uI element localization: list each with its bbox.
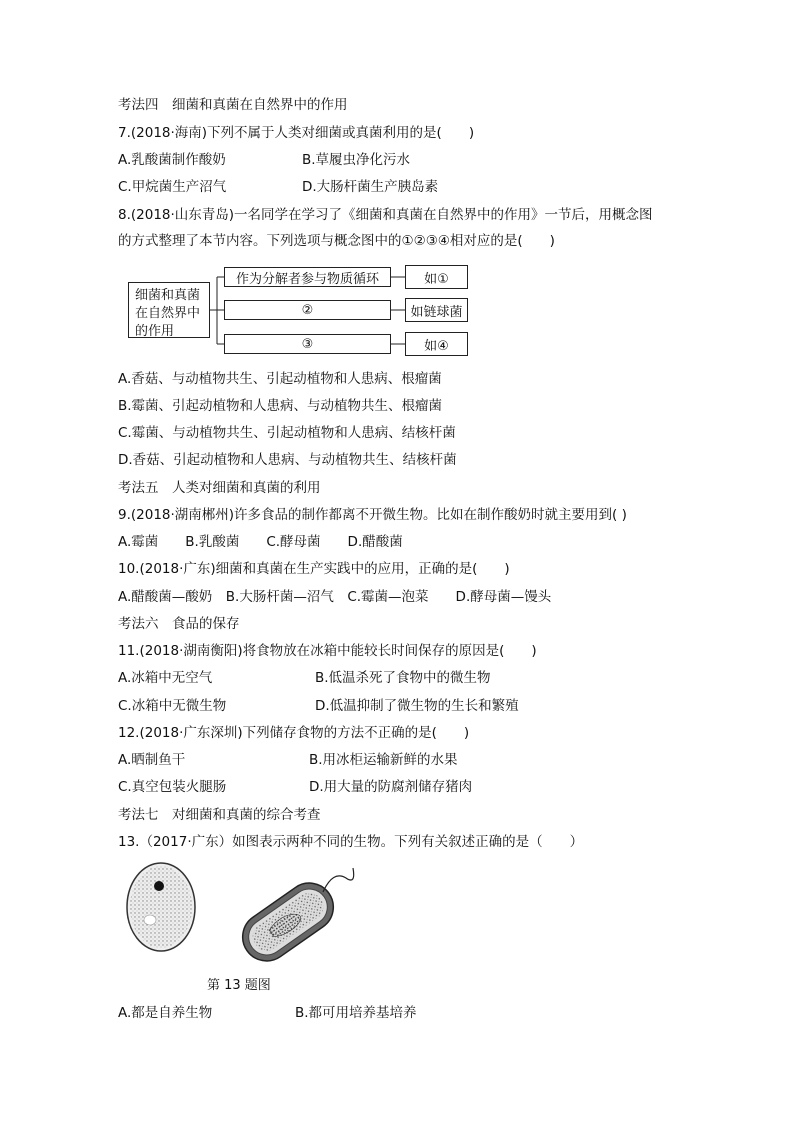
option-c: C.霉菌、与动植物共生、引起动植物和人患病、结核杆菌 [118, 425, 456, 441]
question-stem: 12.(2018·广东深圳)下列储存食物的方法不正确的是( ) [118, 725, 470, 741]
option-c: C.真空包装火腿肠 [118, 779, 227, 795]
bacterium-illustration [233, 868, 353, 970]
concept-main-line3: 的作用 [135, 324, 175, 339]
concept-row2-box: ② [224, 300, 391, 320]
yeast-cell-illustration [127, 863, 195, 951]
concept-row3-box: ③ [224, 334, 391, 354]
option-a: A.晒制鱼干 [118, 752, 186, 768]
option-a: A.冰箱中无空气 [118, 670, 213, 686]
option-b: B.低温杀死了食物中的微生物 [315, 670, 491, 686]
option-b: B.霉菌、引起动植物和人患病、与动植物共生、根瘤菌 [118, 398, 443, 414]
option-d: D.用大量的防腐剂储存猪肉 [309, 779, 473, 795]
concept-row1-box: 作为分解者参与物质循环 [224, 267, 391, 287]
section-heading-7: 考法七 对细菌和真菌的综合考查 [118, 807, 321, 823]
section-heading-6: 考法六 食品的保存 [118, 616, 240, 632]
option-c: C.冰箱中无微生物 [118, 698, 227, 714]
options: A.醋酸菌—酸奶 B.大肠杆菌—沼气 C.霉菌—泡菜 D.酵母菌—馒头 [118, 589, 552, 605]
concept-main-line2: 在自然界中 [135, 306, 201, 321]
option-a: A.香菇、与动植物共生、引起动植物和人患病、根瘤菌 [118, 371, 442, 387]
concept-main-box [128, 282, 210, 338]
concept-row3-example: 如④ [405, 332, 468, 356]
concept-row2-example: 如链球菌 [405, 298, 468, 322]
question-stem: 9.(2018·湖南郴州)许多食品的制作都离不开微生物。比如在制作酸奶时就主要用到( ) [118, 507, 627, 523]
option-d: D.低温抑制了微生物的生长和繁殖 [315, 698, 519, 714]
organism-figure [118, 860, 378, 970]
option-d: D.香菇、引起动植物和人患病、与动植物共生、结核杆菌 [118, 452, 457, 468]
option-c: C.甲烷菌生产沼气 [118, 179, 227, 195]
option-b: B.都可用培养基培养 [295, 1005, 417, 1021]
concept-row1-example: 如① [405, 265, 468, 289]
question-stem: 10.(2018·广东)细菌和真菌在生产实践中的应用，正确的是( ) [118, 561, 510, 577]
concept-main-line1: 细菌和真菌 [135, 288, 201, 303]
options: A.霉菌 B.乳酸菌 C.酵母菌 D.醋酸菌 [118, 534, 403, 550]
option-a: A.乳酸菌制作酸奶 [118, 152, 226, 168]
option-b: B.用冰柜运输新鲜的水果 [309, 752, 458, 768]
question-stem: 11.(2018·湖南衡阳)将食物放在冰箱中能较长时间保存的原因是( ) [118, 643, 537, 659]
option-b: B.草履虫净化污水 [302, 152, 411, 168]
question-stem: 13.（2017·广东）如图表示两种不同的生物。下列有关叙述正确的是（ ） [118, 834, 584, 850]
question-stem: 7.(2018·海南)下列不属于人类对细菌或真菌利用的是( ) [118, 125, 475, 141]
section-heading-4: 考法四 细菌和真菌在自然界中的作用 [118, 97, 348, 113]
option-a: A.都是自养生物 [118, 1005, 213, 1021]
section-heading-5: 考法五 人类对细菌和真菌的利用 [118, 480, 321, 496]
question-stem-line1: 8.(2018·山东青岛)一名同学在学习了《细菌和真菌在自然界中的作用》一节后，用概念图 [118, 207, 653, 223]
option-d: D.大肠杆菌生产胰岛素 [302, 179, 439, 195]
figure-caption: 第 13 题图 [207, 978, 271, 993]
question-stem-line2: 的方式整理了本节内容。下列选项与概念图中的①②③④相对应的是( ) [118, 233, 555, 249]
